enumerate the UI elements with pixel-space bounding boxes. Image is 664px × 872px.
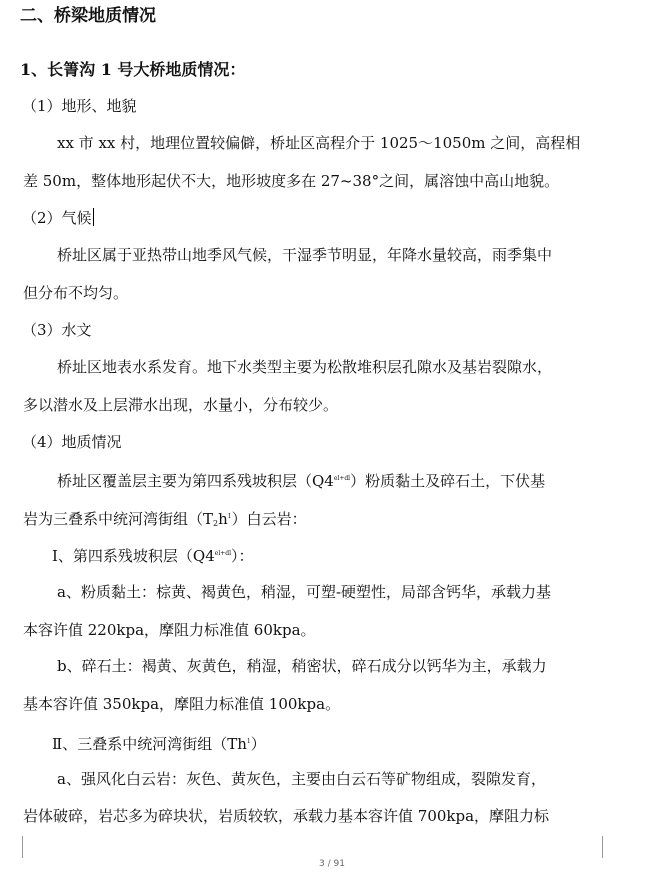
layer-i-a-line-1: a、粉质黏土：棕黄、褐黄色，稍湿，可塑-硬塑性，局部含钙华，承载力基 (57, 583, 552, 601)
s1-paragraph-line-1: xx 市 xx 村，地理位置较偏僻，桥址区高程介于 1025～1050m 之间，高程相 (57, 134, 581, 152)
s1-paragraph-line-2: 差 50m，整体地形起伏不大，地形坡度多在 27~38°之间，属溶蚀中高山地貌。 (23, 172, 560, 190)
layer-i-title-text: Ⅰ、第四系残坡积层（Q4 (52, 547, 215, 565)
s4-p1-superscript: el+dl (333, 475, 351, 482)
page-indicator: 3 / 91 (319, 859, 345, 869)
layer-ii-title-mid: h (237, 735, 247, 753)
layer-i-b-line-1: b、碎石土：褐黄、灰黄色，稍湿，稍密状，碎石成分以钙华为主，承载力 (57, 657, 547, 675)
s2-paragraph-line-2: 但分布不均匀。 (23, 284, 129, 302)
page-corner-mark-left (0, 836, 23, 858)
layer-ii-title (52, 732, 664, 754)
layer-ii-a-line-2: 岩体破碎，岩芯多为碎块状，岩质较软，承载力基本容许值 700kpa，摩阻力标 (23, 807, 550, 825)
s4-p2-superscript: 1 (227, 513, 232, 520)
page-corner-mark-right (602, 836, 625, 858)
subsection-heading: 1、长箐沟 1 号大桥地质情况： (20, 60, 246, 79)
layer-ii-superscript: 1 (246, 738, 251, 745)
layer-ii-title-text: Ⅱ、三叠系中统河湾街组（T (52, 735, 238, 753)
layer-i-title-end: ）： (231, 547, 254, 565)
s4-p2-mid: h (218, 510, 228, 528)
layer-i-b-line-2: 基本容许值 350kpa，摩阻力标准值 100kpa。 (23, 695, 341, 713)
section-heading: 二、桥梁地质情况 (20, 6, 156, 26)
layer-i-a-line-2: 本容许值 220kpa，摩阻力标准值 60kpa。 (23, 621, 316, 639)
s4-p2-subscript: 2 (213, 519, 219, 528)
s2-title (22, 208, 664, 228)
s4-p1-text: 桥址区覆盖层主要为第四系残坡积层（Q4 (57, 472, 334, 490)
s4-p2-end: ）白云岩： (231, 510, 307, 528)
s2-paragraph-line-1: 桥址区属于亚热带山地季风气候，干湿季节明显，年降水量较高，雨季集中 (57, 246, 553, 264)
s3-paragraph-line-2: 多以潜水及上层滞水出现，水量小，分布较少。 (23, 396, 339, 414)
s2-title-text: （2）气候 (22, 209, 92, 227)
s4-paragraph-line-1 (57, 469, 664, 491)
s4-title: （4）地质情况 (22, 433, 122, 451)
s1-title: （1）地形、地貌 (22, 97, 137, 115)
s4-p2-text: 岩为三叠系中统河湾街组（T (23, 510, 214, 528)
layer-ii-title-end: ） (250, 735, 266, 753)
layer-ii-a-line-1: a、强风化白云岩：灰色、黄灰色，主要由白云石等矿物组成，裂隙发育， (57, 770, 546, 788)
layer-i-superscript: el+dl (214, 550, 232, 557)
s4-p1-end: ）粉质黏土及碎石土，下伏基 (350, 472, 546, 490)
text-cursor (93, 208, 95, 226)
s4-paragraph-line-2 (23, 507, 664, 534)
s3-title: （3）水文 (22, 321, 92, 339)
s3-paragraph-line-1: 桥址区地表水系发育。地下水类型主要为松散堆积层孔隙水及基岩裂隙水， (57, 358, 553, 376)
layer-i-title (52, 544, 664, 566)
